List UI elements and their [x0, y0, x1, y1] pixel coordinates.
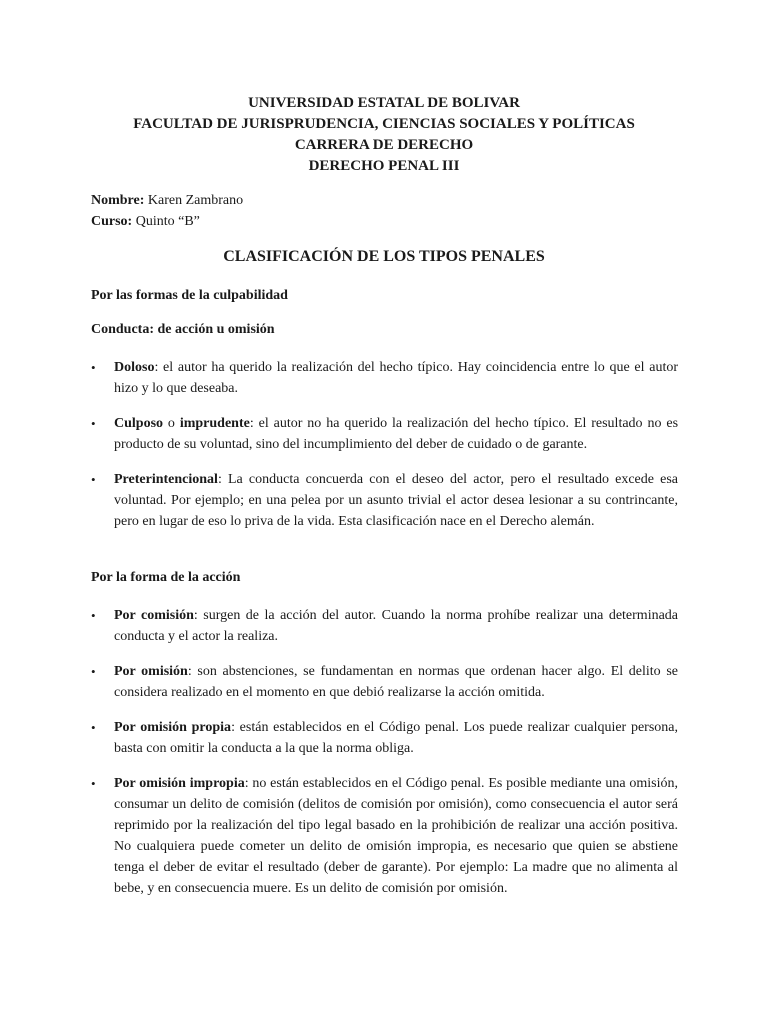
connector: o [163, 416, 180, 431]
term: Por omisión [114, 664, 188, 679]
section-heading-action-form: Por la forma de la acción [91, 570, 241, 585]
term: Doloso [114, 360, 155, 375]
student-info [91, 190, 243, 232]
term: Por omisión impropia [114, 776, 245, 791]
name-value: Karen Zambrano [147, 193, 244, 208]
bullet-icon: • [91, 416, 96, 431]
student-name-line [91, 190, 243, 211]
definition: : no están establecidos en el Código penal. Es posible mediante una omisión, consumar un delito de comisión (delitos de comisión por omisión), como consecuencia el autor será reprimido por la realización del tipo legal basado en la prohibición de realizar una acción positiva. No cualquiera puede cometer un delito de omisión impropia, es necesario que quien se abstiene tenga el deber de evitar el resultado (deber de garante). Por ejemplo: La madre que no alimenta al bebe, y en consecuencia muere. Es un delito de comisión por omisión. [114, 776, 678, 896]
section-heading-culpability: Por las formas de la culpabilidad [91, 288, 288, 303]
term: Culposo [114, 416, 164, 431]
list-item-por-comision [91, 605, 678, 647]
faculty-name: FACULTAD DE JURISPRUDENCIA, CIENCIAS SOCIALES Y POLÍTICAS [133, 116, 635, 132]
bullet-icon: • [91, 776, 96, 791]
list-item-por-omision [91, 661, 678, 703]
bullet-icon: • [91, 664, 96, 679]
list-item-doloso [91, 357, 678, 399]
term-secondary: imprudente [179, 416, 250, 431]
definition: : La conducta concuerda con el deseo del actor, pero el resultado excede esa voluntad. Por ejemplo; en una pelea por un asunto trivial el actor desea lesionar a su contrincante, pero en lugar de eso lo priva de la vida. Esta clasificación nace en el Derecho alemán. [114, 472, 678, 529]
term: Por comisión [114, 608, 194, 623]
term: Preterintencional [114, 472, 218, 487]
term: Por omisión propia [114, 720, 232, 735]
list-item-preterintencional [91, 469, 678, 532]
course-value: Quinto “B” [135, 214, 200, 229]
list-item-omision-impropia [91, 773, 678, 899]
list-item-omision-propia [91, 717, 678, 759]
university-name: UNIVERSIDAD ESTATAL DE BOLIVAR [248, 95, 520, 111]
definition: : el autor ha querido la realización del hecho típico. Hay coincidencia entre lo que el autor hizo y lo que deseaba. [114, 360, 678, 396]
course-subject: DERECHO PENAL III [308, 158, 460, 174]
student-course-line [91, 211, 243, 232]
career-name: CARRERA DE DERECHO [294, 137, 474, 153]
course-label: Curso: [91, 214, 133, 229]
bullet-icon: • [91, 360, 96, 375]
document-title: CLASIFICACIÓN DE LOS TIPOS PENALES [223, 248, 545, 265]
list-item-culposo [91, 413, 678, 455]
action-form-list [91, 605, 678, 899]
definition: : son abstenciones, se fundamentan en normas que ordenan hacer algo. El delito se considera realizado en el momento en que debió realizarse la acción omitida. [114, 664, 678, 700]
section-subheading-conduct: Conducta: de acción u omisión [91, 322, 275, 337]
bullet-icon: • [91, 608, 96, 623]
bullet-icon: • [91, 720, 96, 735]
culpability-list [91, 357, 678, 532]
definition: : están establecidos en el Código penal. Los puede realizar cualquier persona, basta con omitir la conducta a la que la norma obliga. [114, 720, 678, 756]
document-header [0, 93, 768, 177]
name-label: Nombre: [91, 193, 145, 208]
bullet-icon: • [91, 472, 96, 487]
definition: : surgen de la acción del autor. Cuando la norma prohíbe realizar una determinada conducta y el actor la realiza. [114, 608, 679, 644]
definition: : el autor no ha querido la realización del hecho típico. El resultado no es producto de su voluntad, sino del incumplimiento del deber de cuidado o de garante. [114, 416, 679, 452]
